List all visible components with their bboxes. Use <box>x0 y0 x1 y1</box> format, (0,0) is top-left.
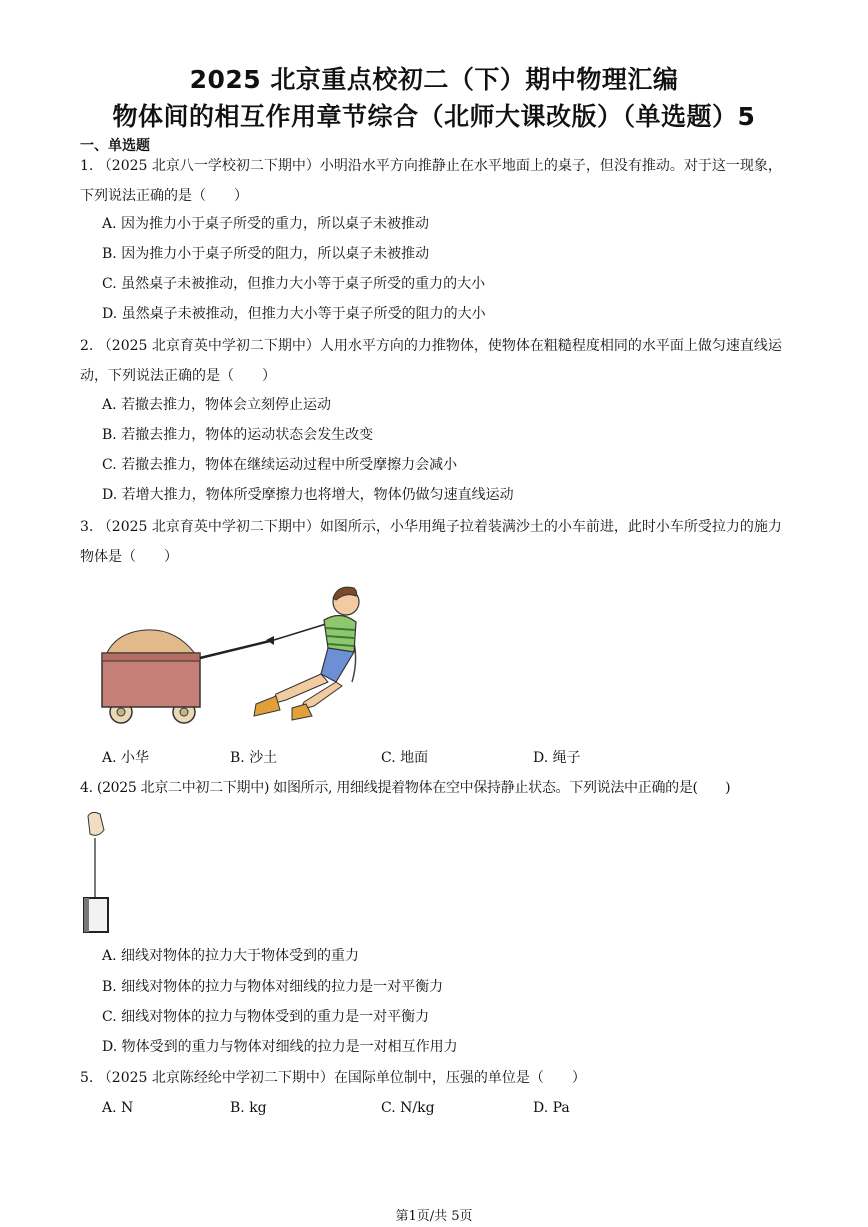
question-3-option-a: A. 小华 <box>102 750 150 766</box>
question-5-option-c: C. N/kg <box>381 1100 435 1116</box>
question-3-option-b: B. 沙土 <box>230 750 278 766</box>
question-2-option-d: D. 若增大推力，物体所受摩擦力也将增大，物体仍做匀速直线运动 <box>102 487 514 503</box>
question-5-stem: 5. （2025 北京陈经纶中学初二下期中）在国际单位制中，压强的单位是（ ） <box>80 1070 586 1086</box>
question-5-option-b: B. kg <box>230 1100 267 1116</box>
hanging-block-figure <box>78 810 118 938</box>
question-5-option-d: D. Pa <box>533 1100 570 1116</box>
section-heading: 一、单选题 <box>80 138 150 154</box>
question-1-option-c: C. 虽然桌子未被推动，但推力大小等于桌子所受的重力的大小 <box>102 276 486 292</box>
question-1-option-b: B. 因为推力小于桌子所受的阻力，所以桌子未被推动 <box>102 246 430 262</box>
question-5-option-a: A. N <box>102 1100 134 1116</box>
question-4-option-d: D. 物体受到的重力与物体对细线的拉力是一对相互作用力 <box>102 1039 458 1055</box>
question-1-stem: 1. （2025 北京八一学校初二下期中）小明沿水平方向推静止在水平地面上的桌子，但没有推动。对于这一现象，下列说法正确的是（ ） <box>80 158 782 204</box>
question-2-option-c: C. 若撤去推力，物体在继续运动过程中所受摩擦力会减小 <box>102 457 458 473</box>
question-2-option-b: B. 若撤去推力，物体的运动状态会发生改变 <box>102 427 374 443</box>
document-title-line1: 2025 北京重点校初二（下）期中物理汇编 <box>189 65 679 94</box>
question-4-option-a: A. 细线对物体的拉力大于物体受到的重力 <box>102 948 360 964</box>
question-3-stem: 3. （2025 北京育英中学初二下期中）如图所示，小华用绳子拉着装满沙土的小车前进，此时小车所受拉力的施力物体是（ ） <box>80 519 782 565</box>
boy-pulling-cart-figure <box>96 582 376 727</box>
question-1-option-d: D. 虽然桌子未被推动，但推力大小等于桌子所受的阻力的大小 <box>102 306 486 322</box>
question-4-option-c: C. 细线对物体的拉力与物体受到的重力是一对平衡力 <box>102 1009 430 1025</box>
question-2-stem: 2. （2025 北京育英中学初二下期中）人用水平方向的力推物体，使物体在粗糙程度相同的水平面上做匀速直线运动，下列说法正确的是（ ） <box>80 338 782 384</box>
page-footer: 第1页/共 5页 <box>395 1209 473 1224</box>
question-4-stem: 4. (2025 北京二中初二下期中) 如图所示, 用细线提着物体在空中保持静止状态。下列说法中正确的是( ) <box>80 780 731 796</box>
question-3-option-d: D. 绳子 <box>533 750 581 766</box>
question-1-option-a: A. 因为推力小于桌子所受的重力，所以桌子未被推动 <box>102 216 430 232</box>
document-title-line2: 物体间的相互作用章节综合（北师大课改版）（单选题）5 <box>112 102 756 131</box>
question-4-option-b: B. 细线对物体的拉力与物体对细线的拉力是一对平衡力 <box>102 979 444 995</box>
question-2-option-a: A. 若撤去推力，物体会立刻停止运动 <box>102 397 332 413</box>
question-3-option-c: C. 地面 <box>381 750 429 766</box>
